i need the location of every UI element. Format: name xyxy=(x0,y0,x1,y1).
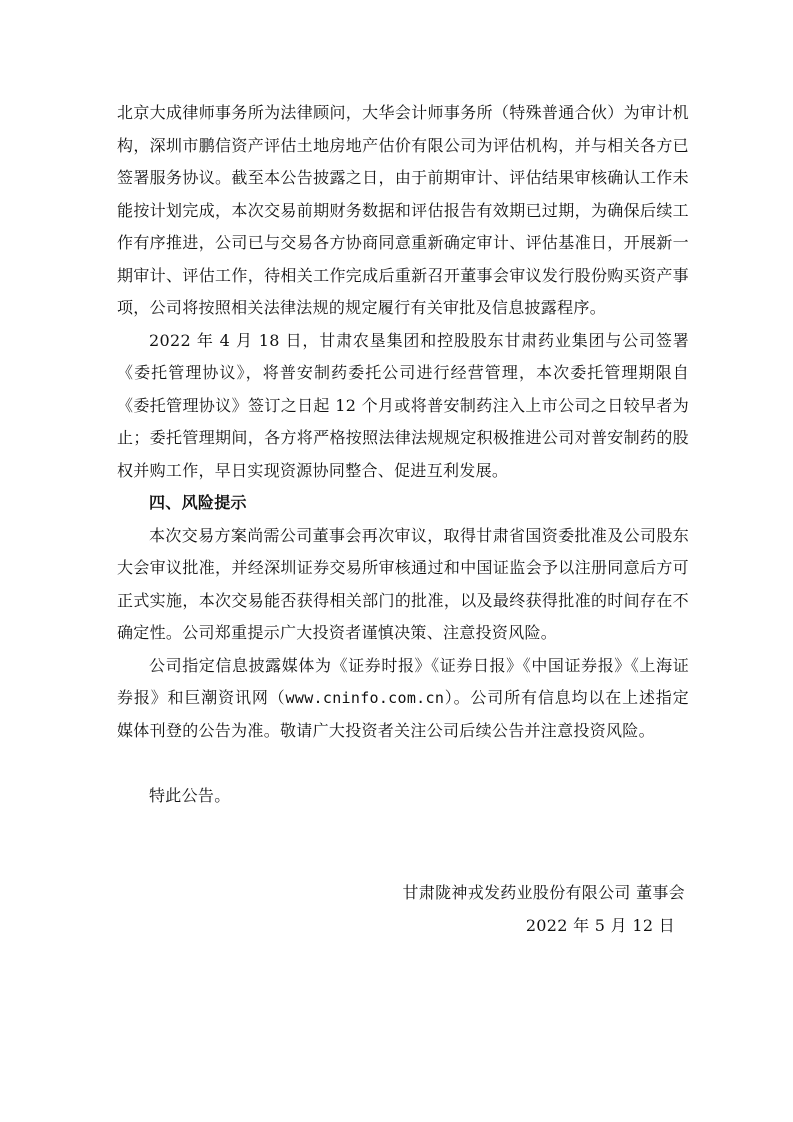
section-heading-risk-notice: 四、风险提示 xyxy=(149,493,247,512)
paragraph-entrusted-management-agreement: 2022 年 4 月 18 日，甘肃农垦集团和控股股东甘肃药业集团与公司签署《委托管理协议》，将普安制药委托公司进行经营管理，本次委托管理期限自《委托管理协议》签订之日起 12 个月或将普安制药注入上市公司之日较早者为止；委托管理期间，各方将严格按照法律法规规定积极推进公司对普安制药的股权并购工作，早日实现资源协同整合、促进互利发展。 xyxy=(117,330,689,480)
announcement-body xyxy=(117,97,689,942)
signature-company-board: 甘肃陇神戎发药业股份有限公司 董事会 xyxy=(402,883,685,902)
paragraph-approval-uncertainty: 本次交易方案尚需公司董事会再次审议，取得甘肃省国资委批准及公司股东大会审议批准，并经深圳证券交易所审核通过和中国证监会予以注册同意后方可正式实施，本次交易能否获得相关部门的批准，以及最终获得批准的时间存在不确定性。公司郑重提示广大投资者谨慎决策、注意投资风险。 xyxy=(117,525,689,642)
cninfo-url: www.cninfo.com.cn xyxy=(285,689,445,707)
disclosure-media-text-before-url: 公司指定信息披露媒体为《证券时报》《证券日报》《中国证券报》《上海证券报》和巨潮资讯网（ xyxy=(117,655,689,707)
signature-block xyxy=(117,877,689,942)
paragraph-disclosure-media xyxy=(117,650,689,748)
paragraph-intermediaries-audit-status: 北京大成律师事务所为法律顾问，大华会计师事务所（特殊普通合伙）为审计机构，深圳市鹏信资产评估土地房地产估价有限公司为评估机构，并与相关各方已签署服务协议。截至本公告披露之日，由于前期审计、评估结果审核确认工作未能按计划完成，本次交易前期财务数据和评估报告有效期已过期，为确保后续工作有序推进，公司已与交易各方协商同意重新确定审计、评估基准日，开展新一期审计、评估工作，待相关工作完成后重新召开董事会审议发行股份购买资产事项，公司将按照相关法律法规的规定履行有关审批及信息披露程序。 xyxy=(117,103,689,317)
closing-statement: 特此公告。 xyxy=(149,785,231,805)
signature-date: 2022 年 5 月 12 日 xyxy=(525,915,675,935)
disclosure-media-text-after-url: ）。公司所有信息均以在上述指定媒体刊登的公告为准。敬请广大投资者关注公司后续公告并注意投资风险。 xyxy=(117,688,689,740)
